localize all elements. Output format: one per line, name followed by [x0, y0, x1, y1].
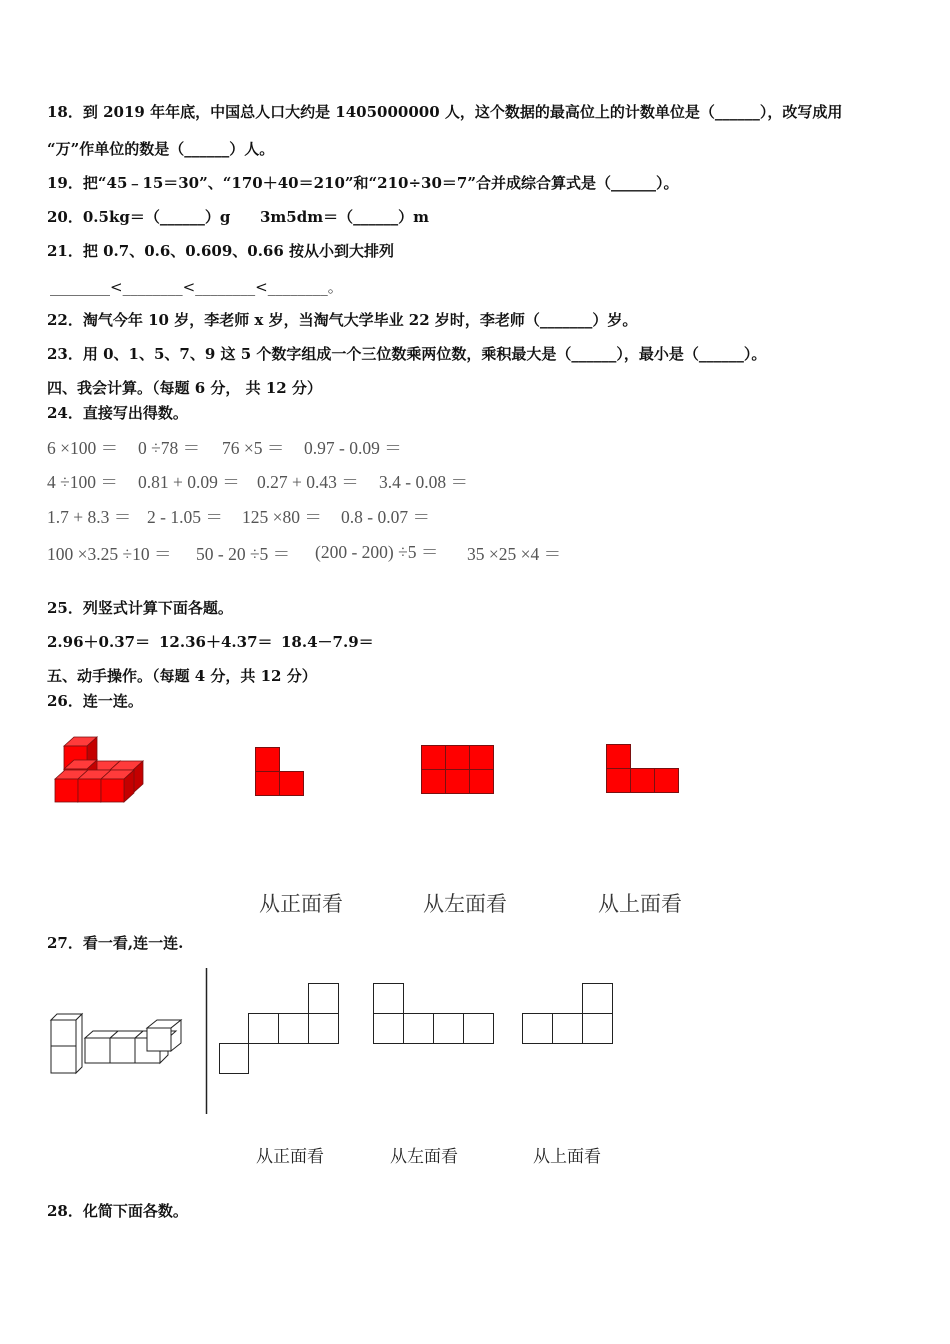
q27-label-front: 从正面看 — [256, 1147, 324, 1167]
q25-item: 18.4－7.9＝ — [281, 633, 374, 651]
section4-heading: 四、我会计算。（每题 6 分， 共 12 分） — [47, 379, 322, 397]
calc-item: 1.7 + 8.3 ＝ — [47, 507, 132, 527]
q26-label-left: 从左面看 — [423, 892, 507, 916]
q25-title: 25．列竖式计算下面各题。 — [47, 599, 233, 617]
q27-label-left: 从左面看 — [390, 1147, 458, 1167]
calc-item: 6 ×100 ＝ — [47, 438, 119, 458]
q26-3d-figure — [50, 728, 150, 806]
section5-heading: 五、动手操作。（每题 4 分，共 12 分） — [47, 667, 317, 685]
q21-line1: 21．把 0.7、0.6、0.609、0.66 按从小到大排列 — [47, 242, 395, 260]
q24-title: 24．直接写出得数。 — [47, 404, 188, 422]
q27-view-shape-1 — [219, 983, 340, 1075]
q26-label-top: 从上面看 — [598, 892, 682, 916]
calc-item: 0.81 + 0.09 ＝ — [138, 472, 240, 492]
q27-title: 27．看一看,连一连. — [47, 934, 184, 952]
q27-view-shape-3 — [522, 983, 614, 1045]
calc-item: 3.4 - 0.08 ＝ — [379, 472, 468, 492]
q20-part1: 20．0.5kg＝（______）g — [47, 208, 231, 226]
q18-line1: 18．到 2019 年年底，中国总人口大约是 1405000000 人，这个数据的最高位上的计数单位是（______），改写成用 — [47, 103, 843, 121]
q18-line2: “万”作单位的数是（______）人。 — [47, 140, 275, 158]
calc-item: 35 ×25 ×4 ＝ — [467, 544, 562, 564]
q27-label-top: 从上面看 — [533, 1147, 601, 1167]
q26-label-front: 从正面看 — [259, 892, 343, 916]
q20-part2: 3m5dm＝（______）m — [260, 208, 429, 226]
calc-item: 2 - 1.05 ＝ — [147, 507, 223, 527]
calc-item: (200 - 200) ÷5 ＝ — [315, 542, 439, 562]
q27-view-shape-2 — [373, 983, 495, 1045]
q22: 22．淘气今年 10 岁，李老师 x 岁，当淘气大学毕业 22 岁时，李老师（_______）岁。 — [47, 311, 638, 329]
q25-item: 2.96＋0.37＝ — [47, 633, 151, 651]
q28: 28．化简下面各数。 — [47, 1202, 188, 1220]
calc-item: 0.8 - 0.07 ＝ — [341, 507, 430, 527]
calc-item: 125 ×80 ＝ — [242, 507, 322, 527]
q21-line2: ________<________<________<________。 — [50, 278, 343, 296]
calc-item: 100 ×3.25 ÷10 ＝ — [47, 544, 172, 564]
calc-item: 0.97 - 0.09 ＝ — [304, 438, 402, 458]
calc-item: 0.27 + 0.43 ＝ — [257, 472, 359, 492]
q26-view-shape-3 — [606, 744, 679, 794]
calc-item: 76 ×5 ＝ — [222, 438, 285, 458]
q25-item: 12.36＋4.37＝ — [159, 633, 273, 651]
q26-title: 26．连一连。 — [47, 692, 143, 710]
q19: 19．把“45﹣15＝30”、“170＋40＝210”和“210÷30＝7”合并成综合算式是（______）。 — [47, 174, 679, 192]
calc-item: 0 ÷78 ＝ — [138, 438, 201, 458]
q23: 23．用 0、1、5、7、9 这 5 个数字组成一个三位数乘两位数，乘积最大是（______），最小是（______）。 — [47, 345, 767, 363]
calc-item: 50 - 20 ÷5 ＝ — [196, 544, 291, 564]
q26-view-shape-1 — [255, 747, 305, 797]
q26-view-shape-2 — [421, 745, 494, 795]
calc-item: 4 ÷100 ＝ — [47, 472, 118, 492]
q27-divider — [205, 968, 208, 1114]
q27-3d-figure — [50, 1010, 185, 1078]
